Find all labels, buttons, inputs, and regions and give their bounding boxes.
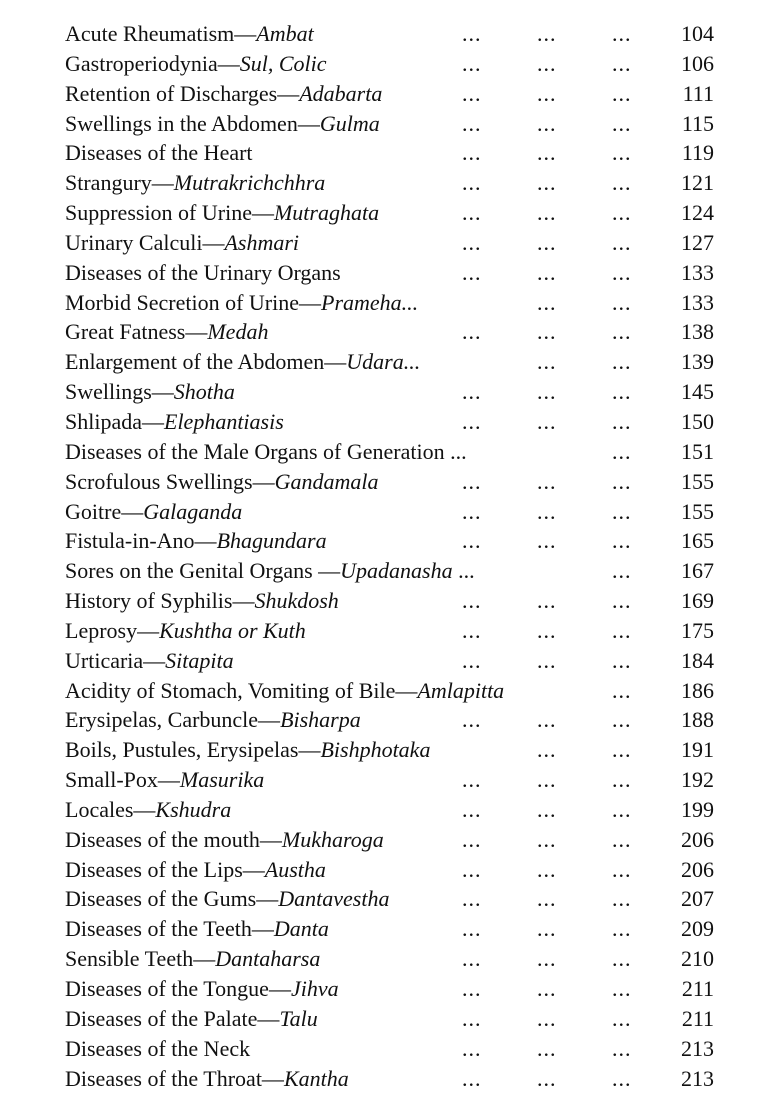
dot-leader: ... — [537, 140, 557, 166]
page-number: 167 — [681, 558, 714, 584]
dot-leader: ... — [612, 229, 632, 255]
dot-leader: ... — [612, 408, 632, 434]
dot-leader: ... — [462, 110, 482, 136]
entry-sanskrit-term: Adabarta — [299, 80, 383, 106]
dot-leader: ... — [612, 80, 632, 106]
dot-leader: ... — [462, 767, 482, 793]
entry-sanskrit-term: Bhagundara — [216, 528, 327, 554]
dot-leader: ... — [612, 796, 632, 822]
dot-leader: ... — [612, 319, 632, 345]
dot-leader: ... — [462, 21, 482, 46]
toc-entry — [0, 735, 780, 765]
entry-title-text: Morbid Secretion of Urine— — [65, 289, 321, 315]
entry-title-text: Small-Pox— — [65, 767, 180, 793]
dot-leader: ... — [537, 349, 557, 375]
toc-entry — [0, 616, 780, 646]
page-number: 155 — [681, 468, 714, 494]
page-number: 191 — [681, 737, 714, 763]
entry-title-text: Fistula-in-Ano— — [65, 528, 217, 554]
entry-title-text: Acidity of Stomach, Vomiting of Bile— — [65, 677, 418, 703]
dot-leader: ... — [462, 170, 482, 196]
toc-entry — [0, 825, 780, 855]
entry-title — [65, 228, 299, 257]
page-number: 150 — [681, 408, 714, 434]
entry-title — [65, 467, 379, 496]
entry-sanskrit-term: Mukharoga — [281, 826, 384, 852]
page-number: 188 — [681, 707, 714, 733]
dot-leader: ... — [612, 498, 632, 524]
dot-leader: ... — [462, 647, 482, 673]
dot-leader: ... — [612, 170, 632, 196]
entry-title — [65, 855, 326, 884]
entry-title-text: Sensible Teeth— — [65, 946, 216, 972]
dot-leader: ... — [612, 976, 632, 1001]
entry-title — [65, 765, 264, 794]
entry-title — [65, 1064, 349, 1093]
dot-leader: ... — [462, 1065, 482, 1091]
page-number: 151 — [681, 438, 714, 464]
toc-entry — [0, 795, 780, 825]
toc-entry — [0, 944, 780, 974]
page-number: 104 — [681, 21, 714, 46]
entry-title — [65, 676, 504, 705]
entry-sanskrit-term: Jihva — [290, 976, 339, 1001]
entry-title-text: Diseases of the mouth— — [65, 826, 282, 852]
page-number: 165 — [681, 528, 714, 554]
entry-title — [65, 79, 382, 108]
dot-leader: ... — [462, 498, 482, 524]
dot-leader: ... — [612, 886, 632, 912]
dot-leader: ... — [612, 379, 632, 405]
entry-sanskrit-term: Udara... — [346, 349, 421, 375]
toc-entry — [0, 676, 780, 706]
dot-leader: ... — [537, 170, 557, 196]
dot-leader: ... — [537, 1005, 557, 1031]
entry-title-text: Strangury— — [65, 170, 174, 196]
entry-title — [65, 198, 379, 227]
page-number: 139 — [681, 349, 714, 375]
entry-title — [65, 377, 235, 406]
dot-leader: ... — [612, 200, 632, 226]
dot-leader: ... — [612, 468, 632, 494]
dot-leader: ... — [537, 588, 557, 614]
page-number: 192 — [681, 767, 714, 793]
dot-leader: ... — [537, 110, 557, 136]
entry-title — [65, 735, 430, 764]
toc-entry — [0, 437, 780, 467]
dot-leader: ... — [537, 1035, 557, 1061]
toc-entry — [0, 884, 780, 914]
entry-title — [65, 974, 339, 1003]
dot-leader: ... — [462, 946, 482, 972]
dot-leader: ... — [612, 737, 632, 763]
page-number: 111 — [682, 80, 714, 106]
toc-entry — [0, 317, 780, 347]
entry-title — [65, 1034, 250, 1063]
entry-title-text: Diseases of the Heart — [65, 140, 253, 166]
dot-leader: ... — [537, 259, 557, 285]
page-number: 184 — [681, 647, 714, 673]
entry-sanskrit-term: Upadanasha — [340, 558, 453, 584]
dot-leader: ... — [612, 349, 632, 375]
dot-leader: ... — [612, 110, 632, 136]
dot-leader: ... — [612, 617, 632, 643]
entry-title-text: Diseases of the Urinary Organs — [65, 259, 341, 285]
dot-leader: ... — [537, 976, 557, 1001]
entry-sanskrit-term: Austha — [264, 856, 326, 882]
dot-leader: ... — [612, 916, 632, 942]
entry-sanskrit-term: Kshudra — [155, 796, 232, 822]
entry-title — [65, 347, 420, 376]
dot-leader: ... — [537, 498, 557, 524]
entry-title-text: Swellings— — [65, 379, 174, 405]
entry-title — [65, 437, 467, 466]
page-number: 119 — [681, 140, 714, 166]
dot-leader: ... — [537, 80, 557, 106]
entry-title-text: Diseases of the Palate— — [65, 1005, 280, 1031]
entry-sanskrit-term: Amlapitta — [417, 677, 505, 703]
entry-title-text: Swellings in the Abdomen— — [65, 110, 320, 136]
toc-entry — [0, 765, 780, 795]
entry-title — [65, 825, 384, 854]
dot-leader: ... — [537, 856, 557, 882]
page-number: 127 — [681, 229, 714, 255]
entry-title-text: Urinary Calculi— — [65, 229, 225, 255]
entry-sanskrit-term: Dantaharsa — [215, 946, 321, 972]
dot-leader: ... — [537, 647, 557, 673]
entry-title-text: Diseases of the Throat— — [65, 1065, 284, 1091]
page-number: 210 — [681, 946, 714, 972]
dot-leader: ... — [462, 617, 482, 643]
entry-title-text: Scrofulous Swellings— — [65, 468, 275, 494]
dot-leader: ... — [612, 677, 632, 703]
entry-title — [65, 884, 389, 913]
entry-title — [65, 526, 327, 555]
dot-leader: ... — [537, 946, 557, 972]
entry-title — [65, 49, 327, 78]
toc-entry — [0, 49, 780, 79]
dot-leader: ... — [462, 886, 482, 912]
entry-title — [65, 168, 325, 197]
entry-sanskrit-term: Bishphotaka — [320, 737, 431, 763]
page-number: 138 — [681, 319, 714, 345]
entry-sanskrit-term: Kantha — [283, 1065, 349, 1091]
page-number: 155 — [681, 498, 714, 524]
entry-title-text: Sores on the Genital Organs — — [65, 558, 341, 584]
entry-sanskrit-term: Galaganda — [143, 498, 243, 524]
toc-entry — [0, 138, 780, 168]
entry-sanskrit-term: Ashmari — [224, 229, 300, 255]
dot-leader: ... — [612, 289, 632, 315]
page-number: 199 — [681, 796, 714, 822]
entry-title-text: Diseases of the Male Organs of Generation ... — [65, 438, 467, 464]
entry-title-text: Shlipada— — [65, 408, 164, 434]
entry-sanskrit-term: Bisharpa — [280, 707, 361, 733]
entry-sanskrit-term: Shotha — [173, 379, 235, 405]
dot-leader: ... — [462, 319, 482, 345]
dot-leader: ... — [537, 408, 557, 434]
dot-leader: ... — [537, 886, 557, 912]
dot-leader: ... — [537, 617, 557, 643]
dot-leader: ... — [537, 200, 557, 226]
dot-leader: ... — [537, 767, 557, 793]
dot-leader: ... — [612, 946, 632, 972]
dot-leader: ... — [537, 796, 557, 822]
dot-leader: ... — [462, 796, 482, 822]
entry-suffix: ... — [452, 558, 475, 584]
entry-title — [65, 407, 284, 436]
dot-leader: ... — [462, 856, 482, 882]
dot-leader: ... — [462, 200, 482, 226]
entry-title — [65, 138, 253, 167]
dot-leader: ... — [537, 468, 557, 494]
entry-sanskrit-term: Talu — [279, 1005, 318, 1031]
page-number: 186 — [681, 677, 714, 703]
entry-title-text: Diseases of the Tongue— — [65, 976, 291, 1001]
dot-leader: ... — [537, 916, 557, 942]
entry-title — [65, 914, 329, 943]
entry-title-text: Leprosy— — [65, 617, 160, 643]
entry-title — [65, 556, 475, 585]
dot-leader: ... — [612, 1005, 632, 1031]
toc-entry — [0, 407, 780, 437]
dot-leader: ... — [462, 408, 482, 434]
entry-sanskrit-term: Dantavestha — [278, 886, 390, 912]
toc-entry — [0, 974, 780, 1004]
dot-leader: ... — [612, 647, 632, 673]
entry-title-text: Boils, Pustules, Erysipelas— — [65, 737, 321, 763]
toc-entry — [0, 646, 780, 676]
dot-leader: ... — [612, 767, 632, 793]
entry-title — [65, 944, 320, 973]
toc-entry — [0, 347, 780, 377]
entry-title — [65, 646, 234, 675]
dot-leader: ... — [612, 1065, 632, 1091]
entry-title-text: Retention of Discharges— — [65, 80, 300, 106]
entry-sanskrit-term: Shukdosh — [254, 588, 339, 614]
toc-entry — [0, 705, 780, 735]
dot-leader: ... — [462, 588, 482, 614]
toc-entry — [0, 79, 780, 109]
entry-sanskrit-term: Sitapita — [165, 647, 234, 673]
toc-entry — [0, 1034, 780, 1064]
entry-sanskrit-term: Mutrakrichchhra — [173, 170, 326, 196]
toc-entry — [0, 19, 780, 49]
entry-title-text: Diseases of the Teeth— — [65, 916, 274, 942]
dot-leader: ... — [537, 21, 557, 46]
dot-leader: ... — [537, 379, 557, 405]
page-number: 145 — [681, 379, 714, 405]
dot-leader: ... — [612, 50, 632, 76]
toc-entry — [0, 855, 780, 885]
dot-leader: ... — [462, 826, 482, 852]
dot-leader: ... — [537, 528, 557, 554]
dot-leader: ... — [612, 21, 632, 46]
page-number: 106 — [681, 50, 714, 76]
toc-entry — [0, 1064, 780, 1094]
page-number: 124 — [681, 200, 714, 226]
entry-sanskrit-term: Masurika — [179, 767, 265, 793]
entry-title-text: Locales— — [65, 796, 156, 822]
toc-entry — [0, 228, 780, 258]
dot-leader: ... — [612, 528, 632, 554]
toc-entry — [0, 526, 780, 556]
entry-title-text: Diseases of the Gums— — [65, 886, 279, 912]
dot-leader: ... — [537, 229, 557, 255]
page-number: 121 — [681, 170, 714, 196]
entry-title-text: Erysipelas, Carbuncle— — [65, 707, 281, 733]
dot-leader: ... — [462, 259, 482, 285]
toc-entry — [0, 467, 780, 497]
toc-entry — [0, 109, 780, 139]
page-number: 133 — [681, 289, 714, 315]
page-number: 206 — [681, 826, 714, 852]
toc-entry — [0, 497, 780, 527]
entry-title — [65, 616, 306, 645]
page-number: 209 — [681, 916, 714, 942]
entry-sanskrit-term: Mutraghata — [273, 200, 380, 226]
entry-title — [65, 586, 339, 615]
page-number: 133 — [681, 259, 714, 285]
entry-title-text: Acute Rheumatism— — [65, 21, 257, 46]
toc-entry — [0, 586, 780, 616]
page-number: 211 — [681, 976, 714, 1001]
dot-leader: ... — [612, 856, 632, 882]
dot-leader: ... — [612, 707, 632, 733]
toc-entry — [0, 914, 780, 944]
dot-leader: ... — [537, 826, 557, 852]
entry-title-text: Enlargement of the Abdomen— — [65, 349, 347, 375]
entry-title — [65, 317, 268, 346]
dot-leader: ... — [462, 1005, 482, 1031]
entry-title-text: Diseases of the Neck — [65, 1035, 251, 1061]
entry-title-text: Gastroperiodynia— — [65, 50, 240, 76]
page-number: 213 — [681, 1035, 714, 1061]
dot-leader: ... — [537, 707, 557, 733]
entry-sanskrit-term: Elephantiasis — [164, 408, 284, 434]
page-number: 169 — [681, 588, 714, 614]
dot-leader: ... — [462, 229, 482, 255]
dot-leader: ... — [537, 50, 557, 76]
dot-leader: ... — [462, 80, 482, 106]
toc-entry — [0, 168, 780, 198]
dot-leader: ... — [462, 528, 482, 554]
page-number: 213 — [681, 1065, 714, 1091]
toc-entry — [0, 556, 780, 586]
entry-sanskrit-term: Kushtha or Kuth — [159, 617, 306, 643]
dot-leader: ... — [612, 438, 632, 464]
entry-sanskrit-term: Medah — [207, 319, 269, 345]
entry-title — [65, 705, 361, 734]
toc-entry — [0, 1004, 780, 1034]
entry-title-text: Urticaria— — [65, 647, 166, 673]
dot-leader: ... — [462, 707, 482, 733]
dot-leader: ... — [462, 976, 482, 1001]
entry-title — [65, 497, 242, 526]
dot-leader: ... — [462, 468, 482, 494]
entry-title — [65, 288, 418, 317]
entry-sanskrit-term: Gandamala — [274, 468, 379, 494]
dot-leader: ... — [612, 259, 632, 285]
entry-title-text: History of Syphilis— — [65, 588, 255, 614]
dot-leader: ... — [462, 379, 482, 405]
dot-leader: ... — [537, 289, 557, 315]
toc-entry — [0, 198, 780, 228]
entry-sanskrit-term: Ambat — [256, 21, 314, 46]
dot-leader: ... — [612, 826, 632, 852]
entry-title — [65, 19, 314, 48]
dot-leader: ... — [462, 916, 482, 942]
dot-leader: ... — [462, 1035, 482, 1061]
entry-title — [65, 795, 231, 824]
entry-title-text: Goitre— — [65, 498, 144, 524]
toc-entry — [0, 288, 780, 318]
dot-leader: ... — [537, 319, 557, 345]
page-number: 207 — [681, 886, 714, 912]
entry-title — [65, 1004, 318, 1033]
page-number: 175 — [681, 617, 714, 643]
dot-leader: ... — [462, 50, 482, 76]
entry-title-text: Great Fatness— — [65, 319, 208, 345]
dot-leader: ... — [612, 1035, 632, 1061]
dot-leader: ... — [612, 140, 632, 166]
entry-title — [65, 258, 341, 287]
dot-leader: ... — [537, 737, 557, 763]
entry-title-text: Diseases of the Lips— — [65, 856, 265, 882]
dot-leader: ... — [462, 140, 482, 166]
dot-leader: ... — [537, 1065, 557, 1091]
entry-sanskrit-term: Gulma — [319, 110, 380, 136]
entry-sanskrit-term: Prameha... — [321, 289, 419, 315]
dot-leader: ... — [612, 558, 632, 584]
dot-leader: ... — [612, 588, 632, 614]
table-of-contents — [0, 19, 780, 1093]
toc-entry — [0, 258, 780, 288]
entry-title-text: Suppression of Urine— — [65, 200, 274, 226]
page-number: 115 — [681, 110, 714, 136]
page-number: 211 — [681, 1005, 714, 1031]
entry-title — [65, 109, 380, 138]
page-number: 206 — [681, 856, 714, 882]
entry-sanskrit-term: Danta — [273, 916, 329, 942]
toc-entry — [0, 377, 780, 407]
entry-sanskrit-term: Sul, Colic — [239, 50, 327, 76]
